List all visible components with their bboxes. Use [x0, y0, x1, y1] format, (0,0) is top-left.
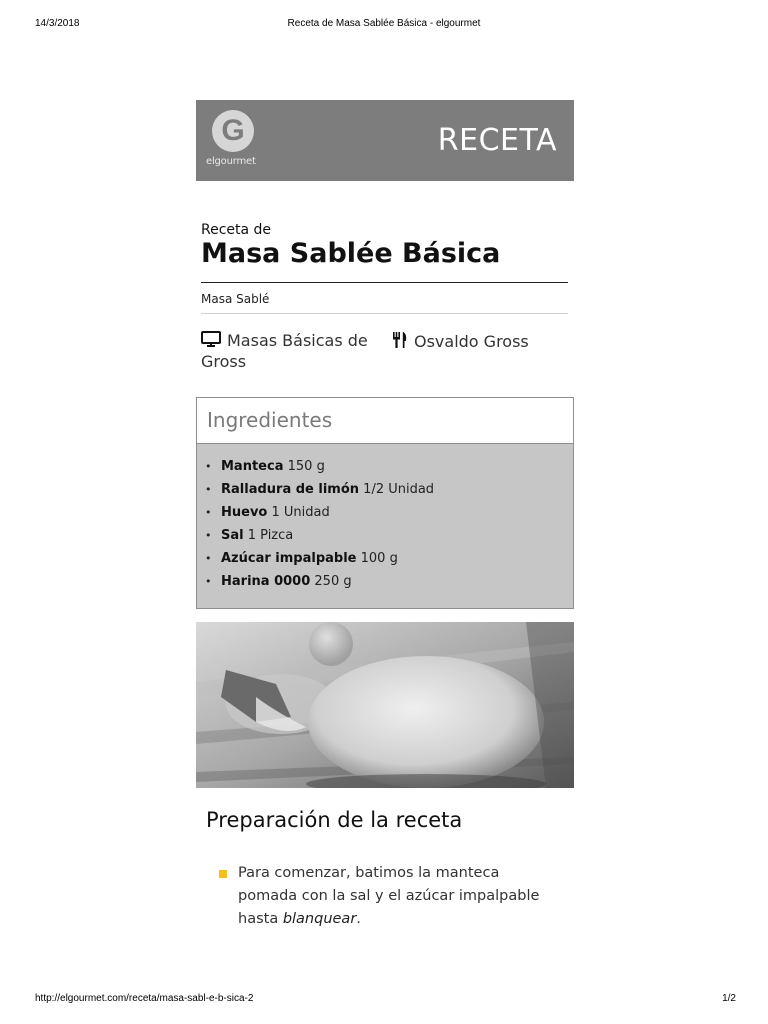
print-footer — [0, 993, 768, 1007]
subtitle-divider — [201, 313, 568, 314]
print-header — [0, 18, 768, 32]
step-emphasis: blanquear — [282, 911, 357, 927]
ingredient-item — [205, 547, 434, 570]
banner-title: RECETA — [437, 123, 557, 158]
step-text — [238, 862, 558, 931]
elgourmet-logo[interactable]: G — [212, 110, 254, 152]
ingredient-name: Azúcar impalpable — [221, 551, 357, 566]
ingredient-qty: 1/2 Unidad — [363, 482, 435, 497]
fork-knife-icon — [392, 331, 408, 353]
preparation-title: Preparación de la receta — [206, 808, 463, 832]
recipe-subtitle: Masa Sablé — [201, 292, 270, 306]
print-url[interactable]: http://elgourmet.com/receta/masa-sabl-e-b-sica-2 — [35, 993, 254, 1004]
ingredient-name: Harina 0000 — [221, 574, 311, 589]
step-bullet — [219, 870, 227, 878]
recipe-photo — [196, 622, 574, 788]
ingredient-item — [205, 570, 434, 593]
ingredient-item — [205, 478, 434, 501]
chef-label: Osvaldo Gross — [414, 332, 529, 351]
ingredients-header — [197, 398, 573, 444]
ingredient-name: Sal — [221, 528, 244, 543]
ingredients-title: Ingredientes — [207, 408, 333, 432]
ingredient-item — [205, 524, 434, 547]
recipe-kicker: Receta de — [201, 222, 272, 238]
print-date: 14/3/2018 — [35, 18, 80, 29]
ingredient-qty: 1 Unidad — [271, 505, 330, 520]
recipe-title: Masa Sablée Básica — [201, 238, 501, 269]
print-page-title: Receta de Masa Sablée Básica - elgourmet — [287, 18, 481, 29]
ingredient-qty: 150 g — [287, 459, 325, 474]
ingredients-list — [205, 455, 434, 593]
step-text-before: Para comenzar, batimos la manteca pomada con la sal y el azúcar impalpable hasta — [238, 865, 540, 927]
step-text-after: . — [356, 911, 361, 927]
ingredient-item — [205, 455, 434, 478]
recipe-category[interactable] — [201, 331, 391, 371]
ingredient-name: Manteca — [221, 459, 284, 474]
ingredient-qty: 1 Pizca — [247, 528, 294, 543]
title-divider — [201, 282, 568, 283]
ingredient-name: Huevo — [221, 505, 268, 520]
ingredient-qty: 250 g — [314, 574, 352, 589]
monitor-icon — [201, 331, 221, 352]
ingredients-panel — [196, 397, 574, 609]
page-number: 1/2 — [722, 993, 736, 1004]
ingredient-item — [205, 501, 434, 524]
logo-wordmark: elgourmet — [206, 156, 256, 167]
ingredient-qty: 100 g — [360, 551, 398, 566]
category-label: Masas Básicas de Gross — [201, 331, 368, 371]
ingredient-name: Ralladura de limón — [221, 482, 360, 497]
recipe-banner — [196, 100, 574, 181]
recipe-chef[interactable] — [392, 331, 529, 353]
